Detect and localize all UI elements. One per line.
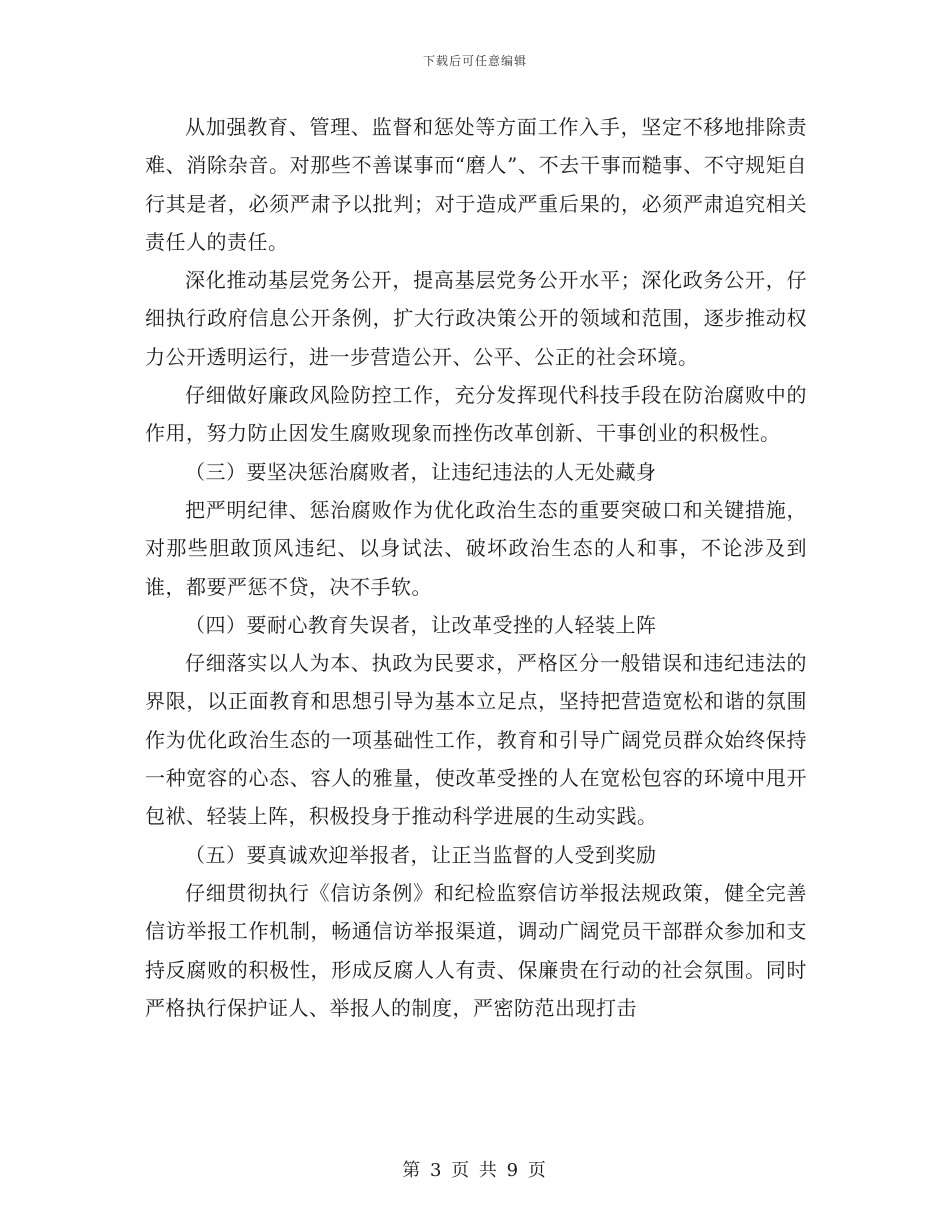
section-heading-3: （三）要坚决惩治腐败者，让违纪违法的人无处藏身: [185, 459, 657, 484]
page-header: 下载后可任意编辑: [422, 54, 527, 68]
section-heading-4: （四）要耐心教育失误者，让改革受挫的人轻装上阵: [185, 612, 657, 637]
paragraph-1: 从加强教育、管理、监督和惩处等方面工作入手，坚定不移地排除责难、消除杂音。对那些不善谋事而“磨人”、不去干事而糙事、不守规矩自行其是者，必须严肃予以批判；对于造成严重后果的，必须严肃追究相关责任人的责任。: [145, 115, 807, 254]
section-heading-5: （五）要真诚欢迎举报者，让正当监督的人受到奖励: [185, 842, 657, 867]
paragraph-3: 仔细做好廉政风险防控工作，充分发挥现代科技手段在防治腐败中的作用，努力防止因发生腐败现象而挫伤改革创新、干事创业的积极性。: [145, 383, 807, 446]
paragraph-2: 深化推动基层党务公开，提高基层党务公开水平；深化政务公开，仔细执行政府信息公开条例，扩大行政决策公开的领域和范围，逐步推动权力公开透明运行，进一步营造公开、公平、公正的社会环境。: [145, 268, 807, 369]
paragraph-4: 把严明纪律、惩治腐败作为优化政治生态的重要突破口和关键措施，对那些胆敢顶风违纪、以身试法、破坏政治生态的人和事，不论涉及到谁，都要严惩不贷，决不手软。: [145, 497, 807, 599]
paragraph-5: 仔细落实以人为本、执政为民要求，严格区分一般错误和违纪违法的界限，以正面教育和思想引导为基本立足点，坚持把营造宽松和谐的氛围作为优化政治生态的一项基础性工作，教育和引导广阔党员群众始终保持一种宽容的心态、容人的雅量，使改革受挫的人在宽松包容的环境中甩开包袱、轻装上阵，积极投身于推动科学进展的生动实践。: [145, 651, 807, 829]
page-number-footer: 第 3 页 共 9 页: [402, 1160, 548, 1181]
document-body: [145, 108, 807, 1027]
paragraph-6: 仔细贯彻执行《信访条例》和纪检监察信访举报法规政策，健全完善信访举报工作机制，畅通信访举报渠道，调动广阔党员干部群众参加和支持反腐败的积极性，形成反腐人人有责、保廉贵在行动的社会氛围。同时严格执行保护证人、举报人的制度，严密防范出现打击: [145, 880, 807, 1020]
